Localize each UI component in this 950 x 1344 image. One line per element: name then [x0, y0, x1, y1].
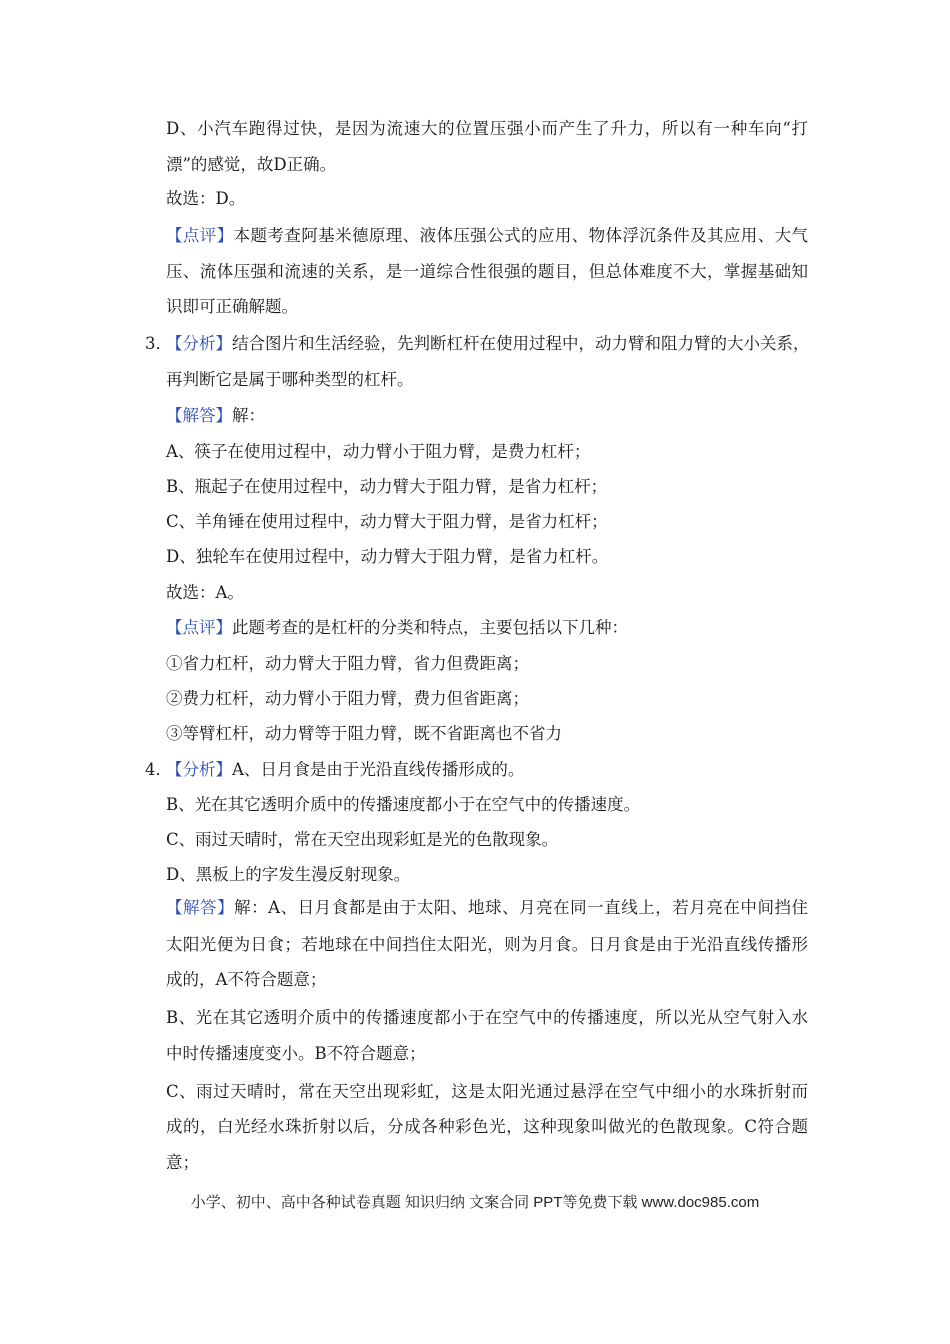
- line-text: 解：A、日月食都是由于太阳、地球、月亮在同一直线上，若月亮在中间挡住: [234, 898, 809, 917]
- text-line: [166, 1152, 199, 1174]
- line-text: A、筷子在使用过程中，动力臂小于阻力臂，是费力杠杆；: [166, 442, 591, 461]
- line-text: 太阳光便为日食；若地球在中间挡住太阳光，则为月食。日月食是由于光沿直线传播形: [166, 935, 808, 954]
- line-text: D、黑板上的字发生漫反射现象。: [166, 865, 411, 884]
- text-line: [166, 1043, 426, 1065]
- text-line: [166, 118, 808, 140]
- text-line: [166, 723, 562, 745]
- text-line: [166, 154, 336, 176]
- text-line: [166, 511, 608, 533]
- line-text: 故选：D。: [166, 189, 246, 208]
- text-line: [166, 897, 808, 919]
- line-text: 识即可正确解题。: [166, 297, 298, 316]
- line-text: 成的，A不符合题意；: [166, 970, 327, 989]
- text-line: [166, 369, 414, 391]
- text-line: [166, 1116, 808, 1138]
- text-line: [166, 333, 808, 355]
- line-text: 再判断它是属于哪种类型的杠杆。: [166, 370, 414, 389]
- line-text: B、光在其它透明介质中的传播速度都小于在空气中的传播速度，所以光从空气射入水: [166, 1008, 808, 1027]
- line-text: D、独轮车在使用过程中，动力臂大于阻力臂，是省力杠杆。: [166, 547, 609, 566]
- section-tag: 【解答】: [166, 406, 232, 425]
- text-line: [166, 653, 529, 675]
- line-text: 中时传播速度变小。B不符合题意；: [166, 1044, 426, 1063]
- line-text: ①省力杠杆，动力臂大于阻力臂，省力但费距离；: [166, 654, 529, 673]
- text-line: [166, 794, 640, 816]
- item-number: 3．: [145, 334, 172, 353]
- text-line: [166, 261, 808, 283]
- line-text: A、日月食是由于光沿直线传播形成的。: [232, 760, 525, 779]
- text-line: [166, 188, 245, 210]
- section-tag: 【解答】: [166, 898, 235, 917]
- text-line: [166, 864, 410, 886]
- line-text: 压、流体压强和流速的关系，是一道综合性很强的题目，但总体难度不大，掌握基础知: [166, 262, 808, 281]
- line-text: B、光在其它透明介质中的传播速度都小于在空气中的传播速度。: [166, 795, 641, 814]
- text-line: [166, 934, 808, 956]
- line-text: D、小汽车跑得过快，是因为流速大的位置压强小而产生了升力，所以有一种车向“打: [166, 119, 808, 138]
- line-text: ②费力杠杆，动力臂小于阻力臂，费力但省距离；: [166, 689, 529, 708]
- line-text: 漂”的感觉，故D正确。: [166, 155, 337, 174]
- line-text: 成的，白光经水珠折射以后，分成各种彩色光，这种现象叫做光的色散现象。C符合题: [166, 1117, 808, 1136]
- line-text: C、羊角锤在使用过程中，动力臂大于阻力臂，是省力杠杆；: [166, 512, 608, 531]
- section-tag: 【点评】: [166, 618, 232, 637]
- text-line: [166, 582, 244, 604]
- line-text: C、雨过天晴时，常在天空出现彩虹，这是太阳光通过悬浮在空气中细小的水珠折射而: [166, 1082, 808, 1101]
- text-line: [166, 617, 628, 639]
- text-line: [166, 441, 590, 463]
- line-text: C、雨过天晴时，常在天空出现彩虹是光的色散现象。: [166, 830, 559, 849]
- text-line: [166, 1007, 808, 1029]
- footer-watermark: 小学、初中、高中各种试卷真题 知识归纳 文案合同 PPT等免费下载 www.doc985.com: [190, 1194, 760, 1211]
- text-line: [166, 296, 298, 318]
- text-line: [166, 476, 607, 498]
- item-number: 4．: [145, 760, 172, 779]
- text-line: [166, 225, 808, 247]
- line-text: 故选：A。: [166, 583, 244, 602]
- text-line: [166, 1081, 808, 1103]
- line-text: 此题考查的是杠杆的分类和特点，主要包括以下几种：: [232, 618, 628, 637]
- section-tag: 【分析】: [166, 760, 232, 779]
- text-line: [166, 969, 326, 991]
- section-tag: 【点评】: [166, 226, 234, 245]
- text-line: [166, 829, 558, 851]
- line-text: 本题考查阿基米德原理、液体压强公式的应用、物体浮沉条件及其应用、大气: [233, 226, 809, 245]
- text-line: [166, 546, 608, 568]
- line-text: 解：: [232, 406, 265, 425]
- text-line: [166, 759, 524, 781]
- section-tag: 【分析】: [166, 334, 232, 353]
- line-text: ③等臂杠杆，动力臂等于阻力臂，既不省距离也不省力: [166, 724, 562, 743]
- line-text: 结合图片和生活经验，先判断杠杆在使用过程中，动力臂和阻力臂的大小关系，: [232, 334, 810, 353]
- text-line: [166, 405, 265, 427]
- line-text: B、瓶起子在使用过程中，动力臂大于阻力臂，是省力杠杆；: [166, 477, 608, 496]
- text-line: [166, 688, 529, 710]
- line-text: 意；: [166, 1153, 199, 1172]
